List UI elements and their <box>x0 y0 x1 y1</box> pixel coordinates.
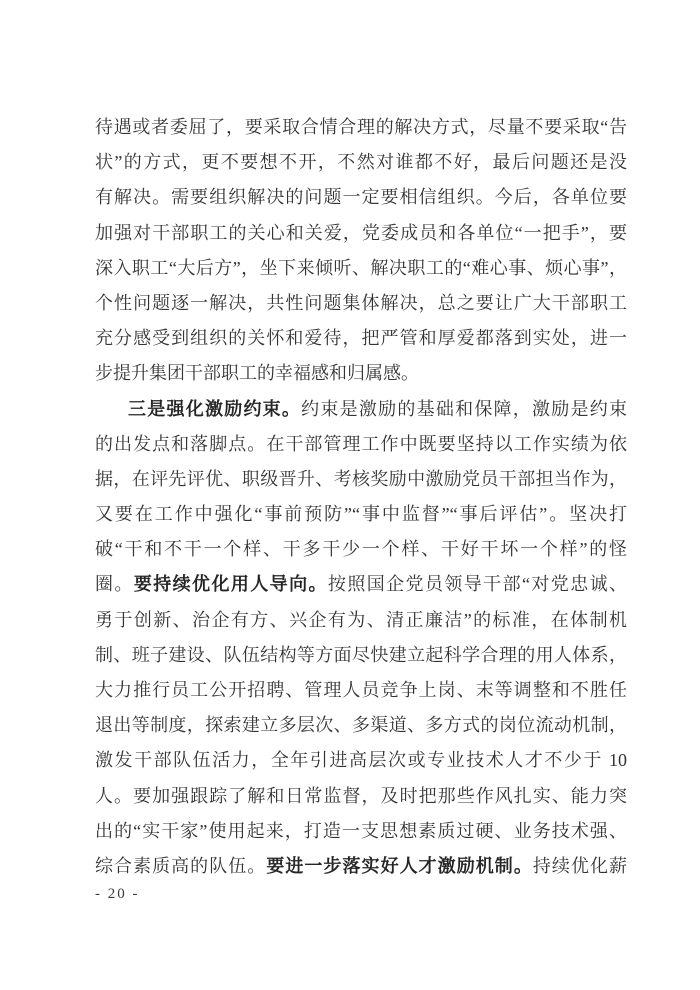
text-segment: 出的“实干家”使用起来，打造一支思想素质过硬、业务技术强、 <box>95 820 627 841</box>
text-line <box>95 708 627 743</box>
text-segment: 待遇或者委屈了，要采取合情合理的解决方式，尽量不要采取“告 <box>95 117 627 137</box>
text-line <box>95 638 627 673</box>
text-line <box>95 356 627 391</box>
text-line <box>95 286 627 321</box>
bold-text-segment: 要持续优化用人导向。 <box>133 574 328 595</box>
text-line <box>95 321 627 356</box>
text-segment: 激发干部队伍活力，全年引进高层次或专业技术人才不少于 10 <box>95 750 627 771</box>
page-number: - 20 - <box>95 886 140 902</box>
text-segment: 退出等制度，探索建立多层次、多渠道、多方式的岗位流动机制， <box>95 715 627 736</box>
bold-text-segment: 三是强化激励约束。 <box>128 398 302 419</box>
text-line <box>95 251 627 286</box>
text-segment: 据，在评先评优、职级晋升、考核奖励中激励党员干部担当作为， <box>95 468 627 489</box>
text-segment: 勇于创新、治企有方、兴企有为、清正廉洁”的标准，在体制机 <box>95 609 627 630</box>
text-line <box>95 532 627 567</box>
bold-text-segment: 要进一步落实好人才激励机制。 <box>266 855 533 876</box>
text-line <box>95 743 627 778</box>
text-line <box>95 814 627 849</box>
text-segment: 大力推行员工公开招聘、管理人员竞争上岗、末等调整和不胜任 <box>95 680 627 700</box>
text-line <box>95 497 627 532</box>
text-line <box>95 462 627 497</box>
text-line <box>95 567 627 602</box>
text-segment: 综合素质高的队伍。 <box>95 855 267 876</box>
text-line <box>95 603 627 638</box>
text-segment: 的出发点和落脚点。在干部管理工作中既要坚持以工作实绩为依 <box>95 433 627 454</box>
text-segment: 又要在工作中强化“事前预防”“事中监督”“事后评估”。坚决打 <box>95 504 627 525</box>
text-segment: 破“干和不干一个样、干多干少一个样、干好干坏一个样”的怪 <box>95 539 627 560</box>
text-line <box>95 779 627 814</box>
text-line <box>95 145 627 180</box>
text-segment: 充分感受到组织的关怀和爱待，把严管和厚爱都落到实处，进一 <box>95 328 627 349</box>
text-line <box>95 110 627 145</box>
document-body <box>95 110 627 884</box>
text-line <box>95 849 627 884</box>
text-segment: 约束是激励的基础和保障，激励是约束 <box>301 398 628 419</box>
text-segment: 深入职工“大后方”，坐下来倾听、解决职工的“难心事、烦心事”， <box>95 257 627 278</box>
text-segment: 加强对干部职工的关心和关爱，党委成员和各单位“一把手”，要 <box>95 222 627 243</box>
text-segment: 制、班子建设、队伍结构等方面尽快建立起科学合理的用人体系， <box>95 644 627 665</box>
text-line <box>95 673 627 708</box>
text-segment: 按照国企党员领导干部“对党忠诚、 <box>327 574 628 595</box>
text-segment: 步提升集团干部职工的幸福感和归属感。 <box>95 363 419 384</box>
text-segment: 人。要加强跟踪了解和日常监督，及时把那些作风扎实、能力突 <box>95 785 627 806</box>
text-line <box>95 180 627 215</box>
text-line <box>95 427 627 462</box>
text-segment: 持续优化薪 <box>532 855 628 876</box>
text-line <box>95 392 627 427</box>
text-segment: 有解决。需要组织解决的问题一定要相信组织。今后，各单位要 <box>95 187 627 208</box>
text-segment: 圈。 <box>95 574 134 595</box>
text-line <box>95 216 627 251</box>
text-segment: 状”的方式，更不要想不开，不然对谁都不好，最后问题还是没 <box>95 152 627 173</box>
text-segment: 个性问题逐一解决，共性问题集体解决，总之要让广大干部职工 <box>95 292 627 313</box>
